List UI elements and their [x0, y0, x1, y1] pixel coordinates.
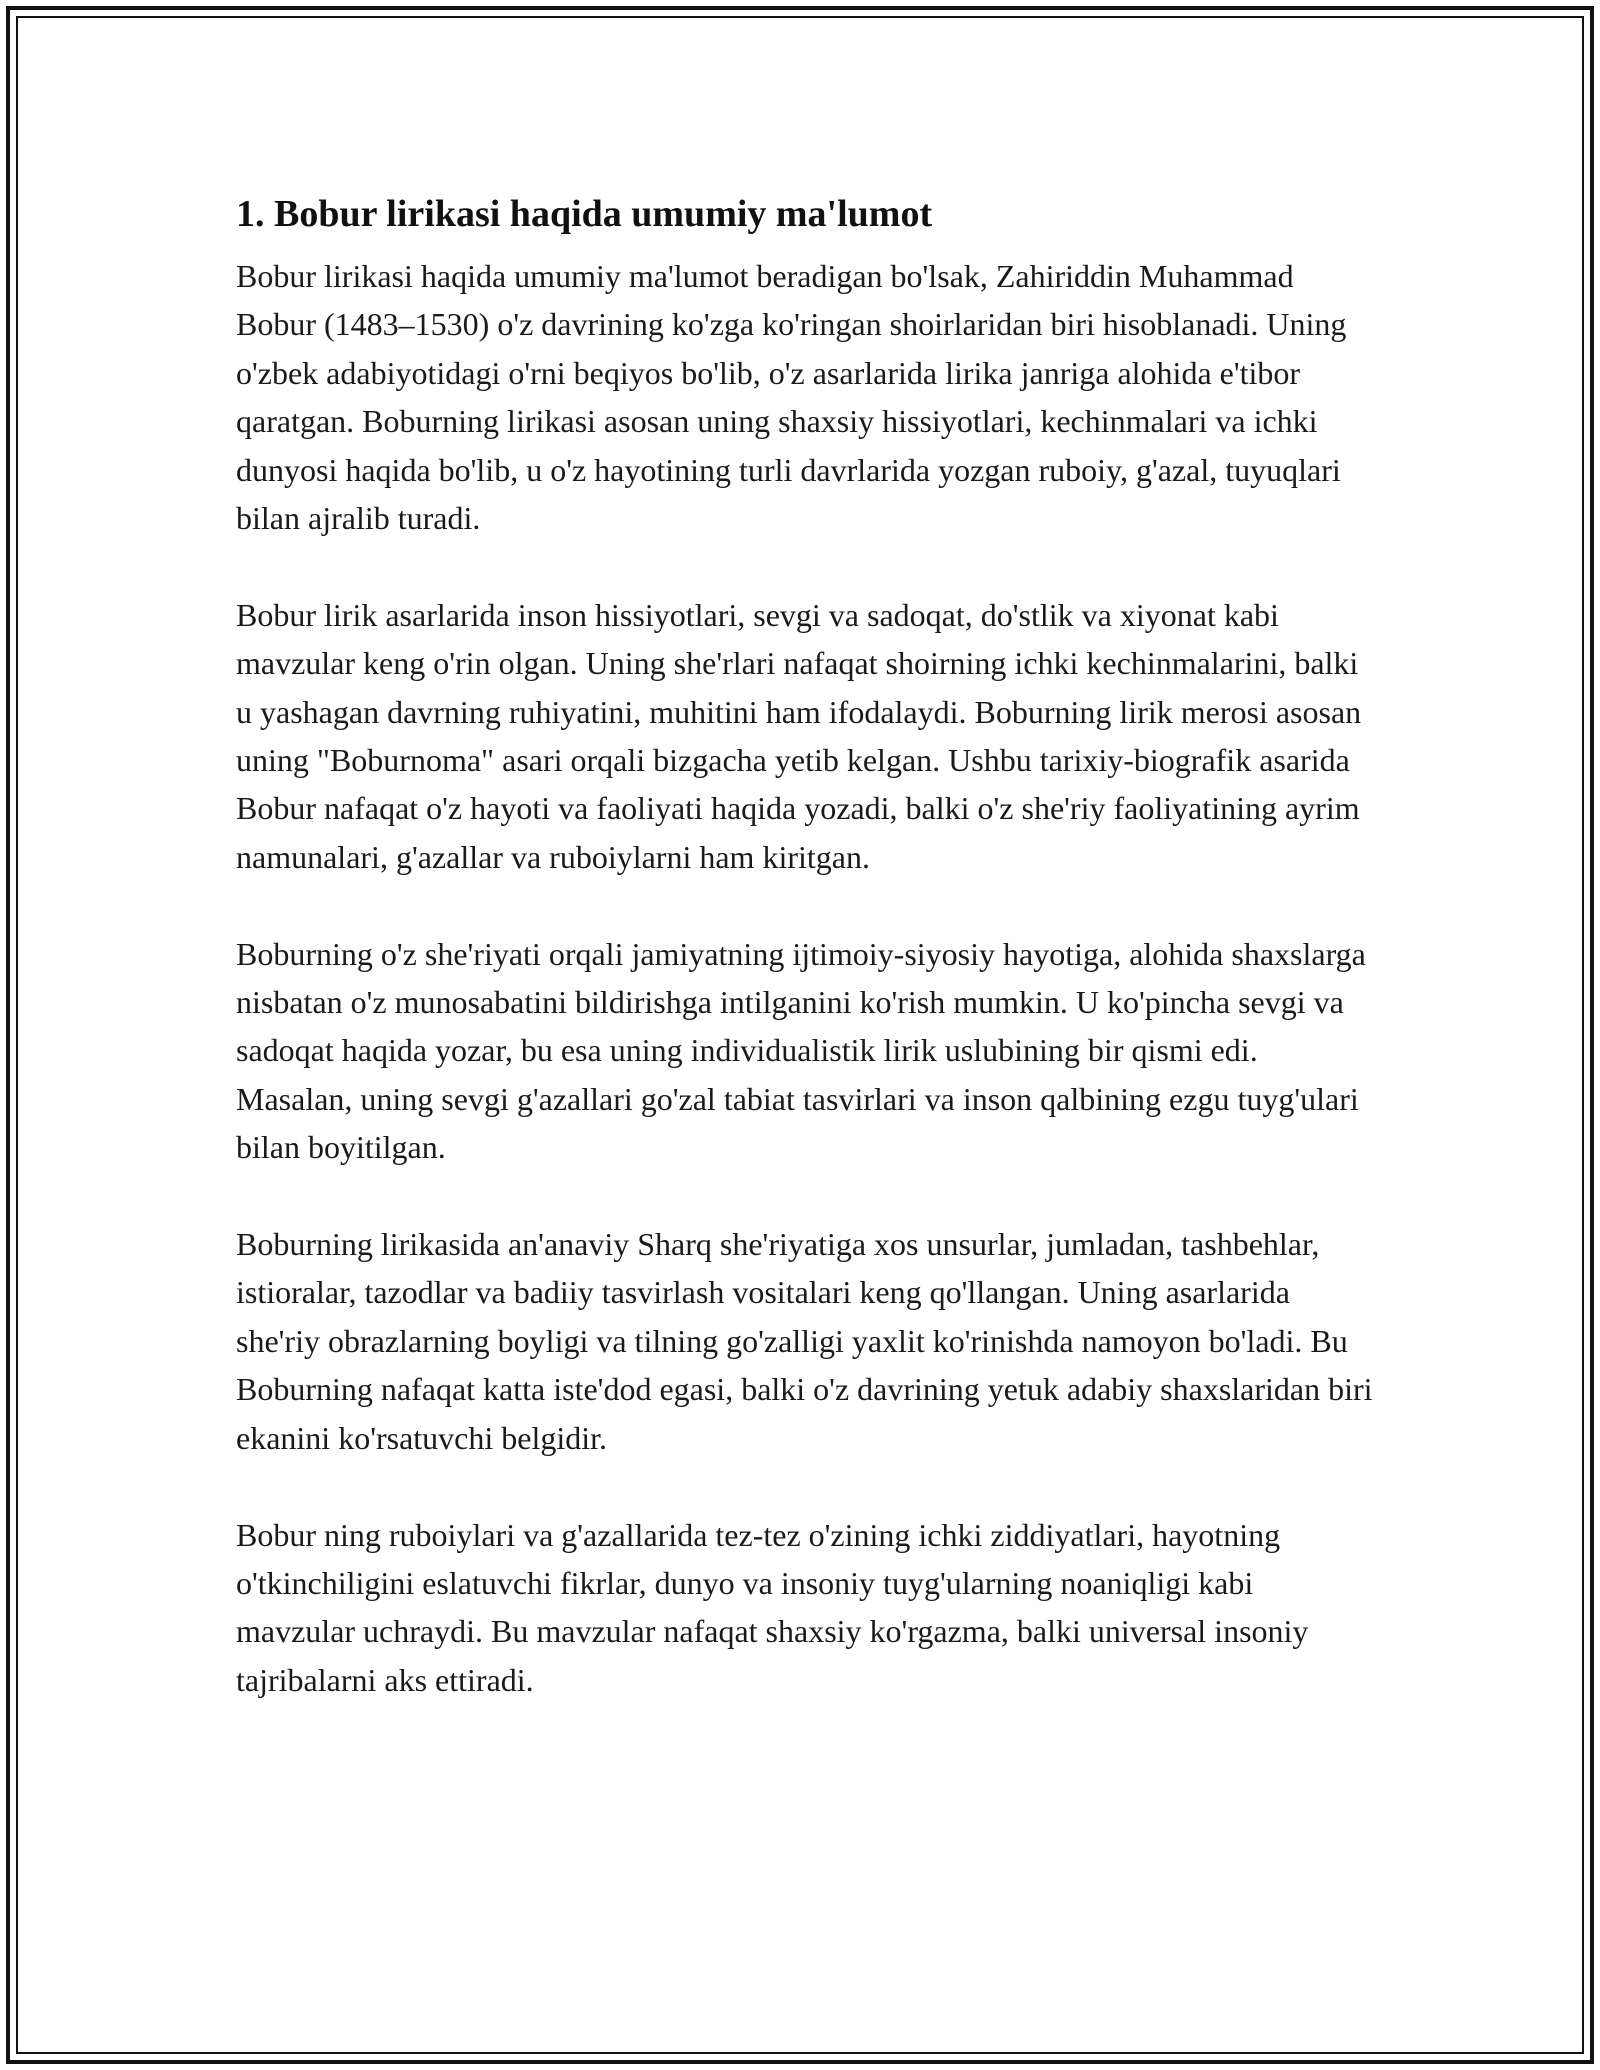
paragraph-3: Boburning o'z she'riyati orqali jamiyatning ijtimoiy-siyosiy hayotiga, alohida shaxslarga nisbatan o'z munosabatini bildirishga intilganini ko'rish mumkin. U ko'pincha sevgi va sadoqat haqida yozar, bu esa uning individualistik lirik uslubining bir qismi edi. Masalan, uning sevgi g'azallari go'zal tabiat tasvirlari va inson qalbining ezgu tuyg'ulari bilan boyitilgan.	[236, 935, 1366, 1166]
paragraph-1: Bobur lirikasi haqida umumiy ma'lumot beradigan bo'lsak, Zahiriddin Muhammad Bobur (1483–1530) o'z davrining ko'zga ko'ringan shoirlaridan biri hisoblanadi. Uning o'zbek adabiyotidagi o'rni beqiyos bo'lib, o'z asarlarida lirika janriga alohida e'tibor qaratgan. Boburning lirikasi asosan uning shaxsiy hissiyotlari, kechinmalari va ichki dunyosi haqida bo'lib, u o'z hayotining turli davrlarida yozgan ruboiy, g'azal, tuyuqlari bilan ajralib turadi.	[236, 258, 1347, 537]
document-body	[236, 186, 1376, 1753]
paragraph-2: Bobur lirik asarlarida inson hissiyotlari, sevgi va sadoqat, do'stlik va xiyonat kabi mavzular keng o'rin olgan. Uning she'rlari nafaqat shoirning ichki kechinmalarini, balki u yashagan davrning ruhiyatini, muhitini ham ifodalaydi. Boburning lirik merosi asosan uning "Boburnoma" asari orqali bizgacha yetib kelgan. Ushbu tarixiy-biografik asarida Bobur nafaqat o'z hayoti va faoliyati haqida yozadi, balki o'z she'riy faoliyatining ayrim namunalari, g'azallar va ruboiylarni ham kiritgan.	[236, 596, 1362, 875]
section-heading: 1. Bobur lirikasi haqida umumiy ma'lumot	[236, 193, 933, 235]
paragraph-4: Boburning lirikasida an'anaviy Sharq she'riyatiga xos unsurlar, jumladan, tashbehlar, istioralar, tazodlar va badiiy tasvirlash vositalari keng qo'llangan. Uning asarlarida she'riy obrazlarning boyligi va tilning go'zalligi yaxlit ko'rinishda namoyon bo'ladi. Bu Boburning nafaqat katta iste'dod egasi, balki o'z davrining yetuk adabiy shaxslaridan biri ekanini ko'rsatuvchi belgidir.	[236, 1226, 1373, 1456]
paragraph-5: Bobur ning ruboiylari va g'azallarida tez-tez o'zining ichki ziddiyatlari, hayotning o'tkinchiligini eslatuvchi fikrlar, dunyo va insoniy tuyg'ularning noaniqligi kabi mavzular uchraydi. Bu mavzular nafaqat shaxsiy ko'rgazma, balki universal insoniy tajribalarni aks ettiradi.	[236, 1516, 1309, 1698]
